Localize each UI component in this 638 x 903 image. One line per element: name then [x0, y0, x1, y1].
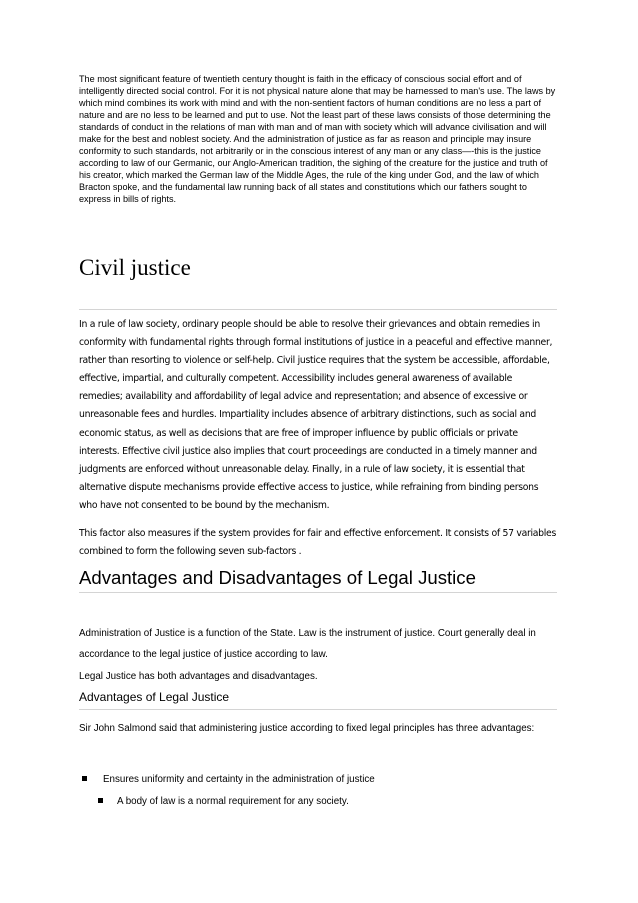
civil-justice-enforcement-paragraph: This factor also measures if the system provides for fair and effective enforcement. It consists of 57 variables combined to form the following seven sub-factors .: [79, 528, 557, 558]
square-bullet-icon: [98, 798, 103, 803]
list-item-text: Ensures uniformity and certainty in the administration of justice: [103, 774, 375, 785]
subsection-divider: [79, 709, 557, 710]
salmond-paragraph: Sir John Salmond said that administering justice according to fixed legal principles has three advantages:: [79, 723, 535, 734]
civil-justice-heading: Civil justice: [79, 255, 191, 280]
list-item: [98, 795, 349, 809]
legal-justice-heading: Advantages and Disadvantages of Legal Justice: [79, 567, 476, 588]
advantages-disadvantages-paragraph: Legal Justice has both advantages and disadvantages.: [79, 671, 318, 682]
list-item: [82, 773, 375, 787]
administration-paragraph: Administration of Justice is a function of the State. Law is the instrument of justice. Court generally deal in accordance to the legal justice of justice according to law.: [79, 628, 536, 660]
intro-paragraph: The most significant feature of twentieth century thought is faith in the efficacy of conscious social effort and of intelligently directed social control. For it is not physical nature alone that may be harnessed to man's use. The laws by which mind combines its work with mind and with the non-sentient factors of human conditions are no less a part of nature and are no less to be learned and put to use. Not the least part of these laws consists of those determining the standards of conduct in the relations of man with man and of man with society which will advance civilisation and will make for the best and noblest society. And the administration of justice as far as reason and principle may insure conformity to such standards, not arbitrarily or in the conscious interest of any man or any class—-this is the justice according to law of our Germanic, our Anglo-American tradition, the sighing of the creature for the justice and truth of his creator, which marked the German law of the Middle Ages, the rule of the king under God, and the law of which Bracton spoke, and the fundamental law running back of all states and constitutions which our fathers sought to express in bills of rights.: [79, 74, 556, 205]
section-divider: [79, 309, 557, 310]
square-bullet-icon: [82, 776, 87, 781]
advantages-subheading: Advantages of Legal Justice: [79, 690, 230, 704]
section-divider: [79, 592, 557, 593]
civil-justice-paragraph: In a rule of law society, ordinary people should be able to resolve their grievances and obtain remedies in conformity with fundamental rights through formal institutions of justice in a peaceful and effective manner, rather than resorting to violence or self-help. Civil justice requires that the system be accessible, affordable, effective, impartial, and culturally competent. Accessibility includes general awareness of available remedies; availability and affordability of legal advice and representation; and absence of excessive or unreasonable fees and hurdles. Impartiality includes absence of arbitrary distinctions, such as social and economic status, as well as decisions that are free of improper influence by public officials or private interests. Effective civil justice also implies that court proceedings are conducted in a timely manner and judgments are enforced without unreasonable delay. Finally, in a rule of law society, it is essential that alternative dispute mechanisms provide effective access to justice, while refraining from binding persons who have not consented to be bound by the mechanism.: [79, 319, 553, 511]
list-item-text: A body of law is a normal requirement for any society.: [117, 796, 349, 807]
